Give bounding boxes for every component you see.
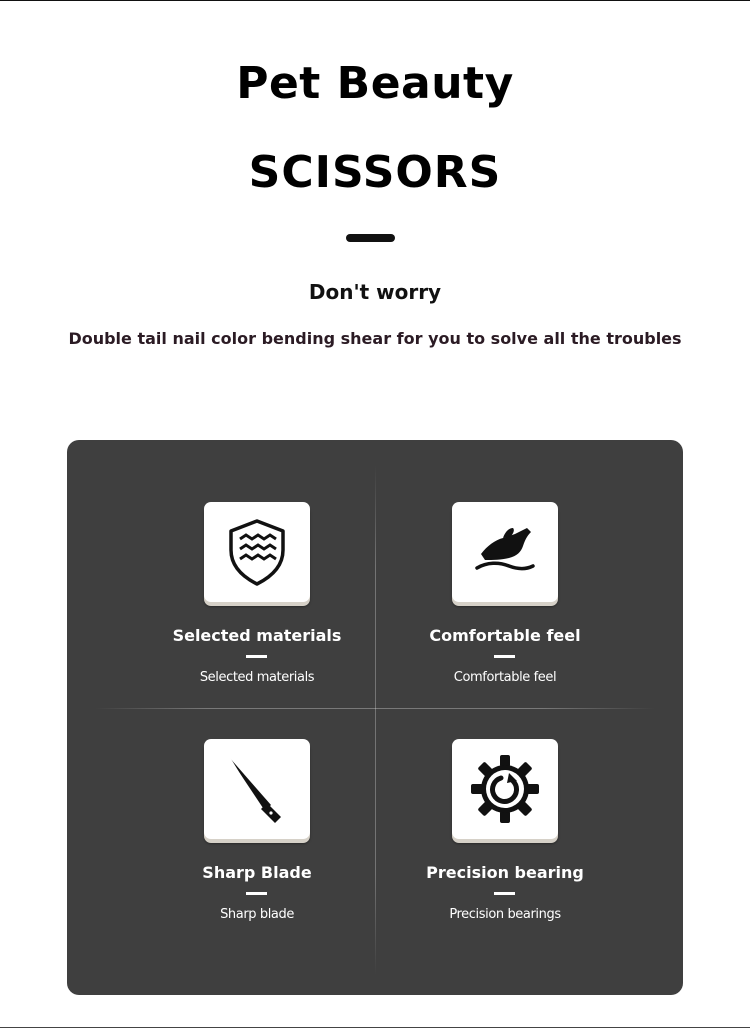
feature-precision-bearing (376, 739, 626, 959)
features-panel (67, 440, 683, 995)
feature-sublabel: Precision bearings (449, 907, 561, 922)
feature-sublabel: Comfortable feel (453, 670, 557, 685)
gear-icon (469, 753, 541, 825)
bottom-border-line (0, 1027, 750, 1028)
feature-label: Precision bearing (426, 863, 584, 882)
feature-label: Sharp Blade (202, 863, 312, 882)
feature-icon-tile (204, 502, 310, 602)
feature-sharp-blade (128, 739, 378, 959)
feature-selected-materials (128, 502, 378, 722)
feature-icon-tile (452, 502, 558, 602)
feature-sublabel: Sharp blade (220, 907, 294, 922)
feature-label: Comfortable feel (429, 626, 581, 645)
page-title: Pet Beauty (236, 58, 514, 109)
feature-comfortable-feel (376, 502, 626, 722)
feature-dash (246, 655, 267, 658)
feature-dash (494, 655, 515, 658)
feature-icon-tile (452, 739, 558, 839)
shield-waves-icon (221, 516, 293, 588)
blade-icon (221, 753, 293, 825)
tagline: Double tail nail color bending shear for you to solve all the troubles (68, 329, 682, 348)
feature-dash (246, 892, 267, 895)
top-border-line (0, 0, 750, 1)
hand-touch-icon (469, 516, 541, 588)
feature-label: Selected materials (172, 626, 342, 645)
feature-dash (494, 892, 515, 895)
subtitle: Don't worry (308, 280, 442, 304)
feature-icon-tile (204, 739, 310, 839)
title-divider (346, 234, 395, 242)
feature-sublabel: Selected materials (199, 670, 315, 685)
page-title-product: SCISSORS (248, 147, 502, 198)
